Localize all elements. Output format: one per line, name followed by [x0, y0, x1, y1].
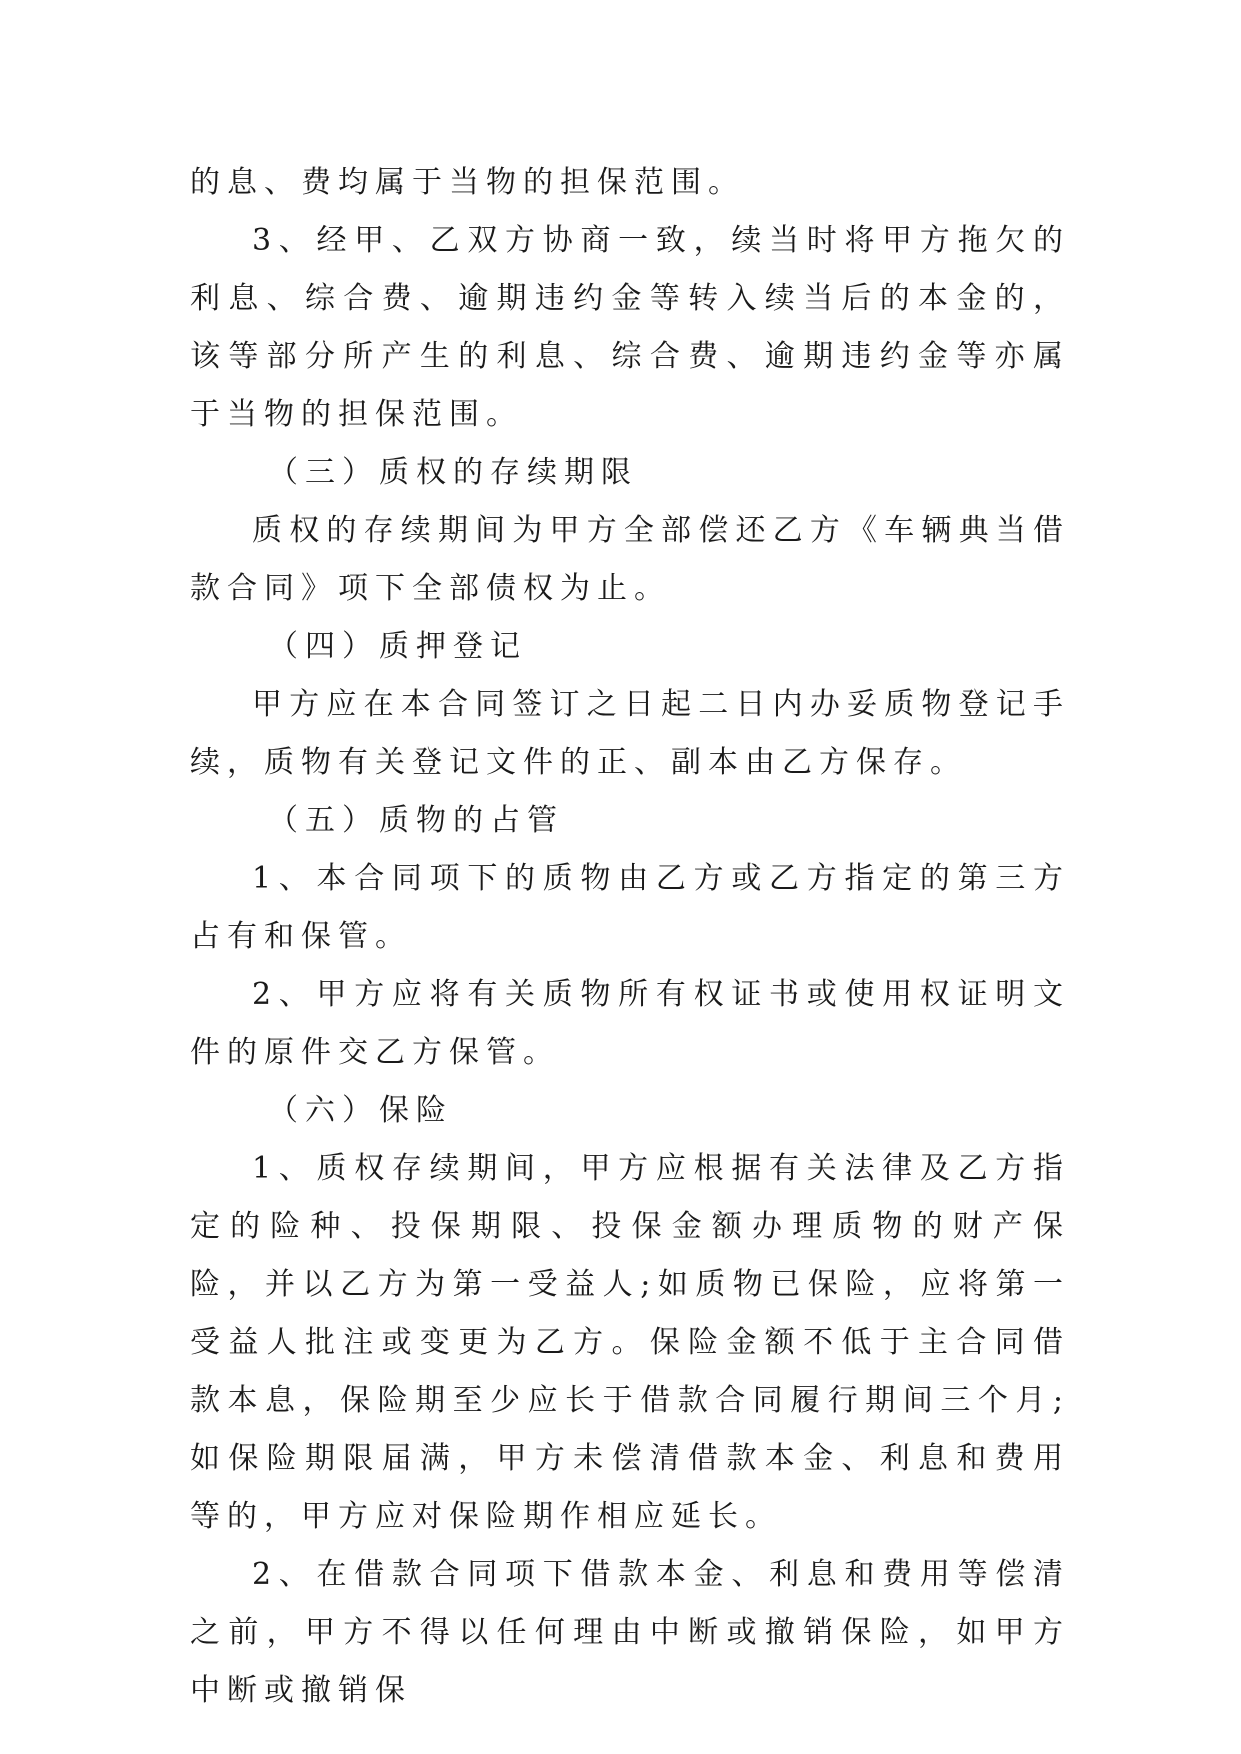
paragraph-insurance-1: 1、质权存续期间，甲方应根据有关法律及乙方指定的险种、投保期限、投保金额办理质物的财产保险，并以乙方为第一受益人;如质物已保险，应将第一受益人批注或变更为乙方。保险金额不低于主合同借款本息，保险期至少应长于借款合同履行期间三个月;如保险期限届满，甲方未偿清借款本金、利息和费用等的，甲方应对保险期作相应延长。 — [190, 1151, 1070, 1534]
paragraph-registration: 甲方应在本合同签订之日起二日内办妥质物登记手续，质物有关登记文件的正、副本由乙方保存。 — [190, 687, 1070, 780]
section-heading-5: （五）质物的占管 — [268, 803, 564, 838]
section-heading-3: （三）质权的存续期限 — [268, 455, 638, 490]
paragraph-clause-3: 3、经甲、乙双方协商一致，续当时将甲方拖欠的利息、综合费、逾期违约金等转入续当后的本金的，该等部分所产生的利息、综合费、逾期违约金等亦属于当物的担保范围。 — [190, 223, 1070, 432]
continuation-paragraph: 的息、费均属于当物的担保范围。 — [190, 165, 745, 200]
paragraph-insurance-2: 2、在借款合同项下借款本金、利息和费用等偿清之前，甲方不得以任何理由中断或撤销保险，如甲方中断或撤销保 — [190, 1557, 1070, 1708]
document-body — [190, 154, 1070, 1720]
paragraph-custody-2: 2、甲方应将有关质物所有权证书或使用权证明文件的原件交乙方保管。 — [190, 977, 1070, 1070]
section-heading-4: （四）质押登记 — [268, 629, 527, 664]
section-heading-6: （六）保险 — [268, 1093, 453, 1128]
paragraph-pledge-duration: 质权的存续期间为甲方全部偿还乙方《车辆典当借款合同》项下全部债权为止。 — [190, 513, 1070, 606]
paragraph-custody-1: 1、本合同项下的质物由乙方或乙方指定的第三方占有和保管。 — [190, 861, 1070, 954]
